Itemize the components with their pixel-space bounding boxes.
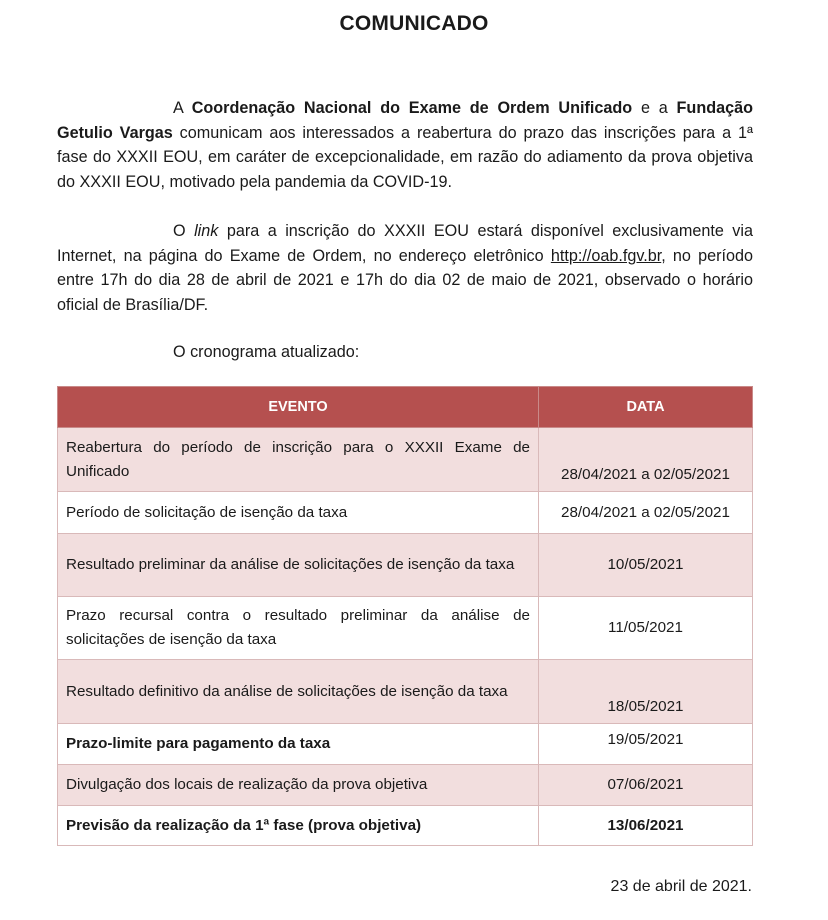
- date-cell: 11/05/2021: [539, 597, 753, 660]
- date-cell: 18/05/2021: [539, 660, 753, 724]
- table-row: [58, 534, 753, 597]
- event-cell: Resultado preliminar da análise de solicitações de isenção da taxa: [58, 534, 539, 597]
- paragraph-text: A: [173, 99, 192, 117]
- paragraph-announcement: [57, 96, 753, 194]
- table-header-row: [58, 387, 753, 428]
- paragraph-text: O: [173, 222, 195, 240]
- link-word: link: [194, 222, 219, 240]
- date-cell: 13/06/2021: [539, 806, 753, 846]
- paragraph-text: comunicam aos interessados a reabertura do prazo das inscrições para a 1ª fase do XXXII EOU, em caráter de excepcionalidade, em razão do adiamento da prova objetiva do XXXII EOU, motivado pela pandemia da COVID-19.: [57, 123, 753, 191]
- paragraph-text: , no período entre 17h do dia 28 de abril de 2021 e 17h do dia 02 de maio de 2021, observado o horário oficial de Brasília/DF.: [57, 246, 753, 314]
- coordination-name: Coordenação Nacional do Exame de Ordem Unificado: [191, 99, 633, 117]
- event-cell: Divulgação dos locais de realização da prova objetiva: [58, 765, 539, 806]
- event-cell: Reabertura do período de inscrição para o XXXII Exame de Unificado: [58, 428, 539, 492]
- table-row: [58, 724, 753, 765]
- schedule-table: [57, 386, 753, 846]
- oab-fgv-link[interactable]: http://oab.fgv.br: [550, 246, 662, 265]
- table-row: [58, 597, 753, 660]
- header-event: EVENTO: [58, 387, 539, 428]
- table-row: [58, 765, 753, 806]
- event-cell: Resultado definitivo da análise de solicitações de isenção da taxa: [58, 660, 539, 724]
- event-cell: Prazo recursal contra o resultado preliminar da análise de solicitações de isenção da taxa: [58, 597, 539, 660]
- event-cell: Previsão da realização da 1ª fase (prova objetiva): [58, 806, 539, 846]
- table-row: [58, 660, 753, 724]
- date-cell: 28/04/2021 a 02/05/2021: [539, 492, 753, 534]
- table-row: [58, 492, 753, 534]
- table-row: [58, 428, 753, 492]
- event-cell: Prazo-limite para pagamento da taxa: [58, 724, 539, 765]
- paragraph-text: e a: [632, 99, 677, 117]
- paragraph-schedule-intro: [57, 340, 753, 365]
- document-title: COMUNICADO: [339, 12, 489, 35]
- table-row: [58, 806, 753, 846]
- signature-date: 23 de abril de 2021.: [610, 878, 752, 895]
- event-cell: Período de solicitação de isenção da taxa: [58, 492, 539, 534]
- date-cell: 28/04/2021 a 02/05/2021: [539, 428, 753, 492]
- paragraph-text: O cronograma atualizado:: [173, 343, 360, 361]
- header-date: DATA: [539, 387, 753, 428]
- date-cell: 19/05/2021: [539, 724, 753, 765]
- paragraph-link-info: [57, 219, 753, 317]
- date-cell: 07/06/2021: [539, 765, 753, 806]
- fgv-name: Fundação Getulio Vargas: [57, 99, 753, 142]
- paragraph-text: para a inscrição do XXXII EOU estará disponível exclusivamente via Internet, na página do Exame de Ordem, no endereço eletrônico: [57, 222, 754, 265]
- date-cell: 10/05/2021: [539, 534, 753, 597]
